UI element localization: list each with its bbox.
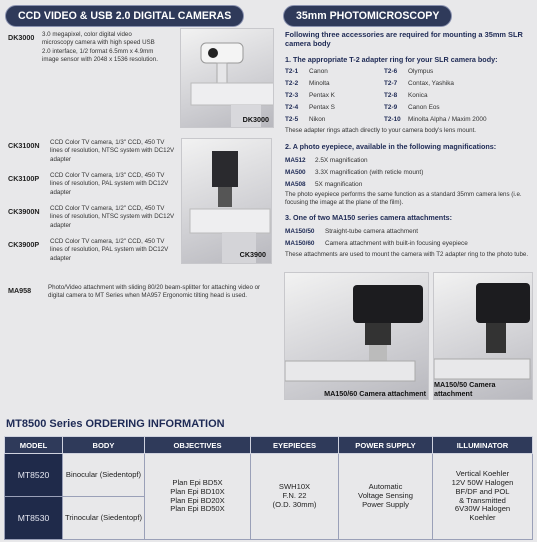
attachment-ma150-50: MA150/50 Straight-tube camera attachment [285, 228, 419, 235]
col-eyepieces: EYEPIECES [251, 437, 339, 454]
adapter-t2-10: T2-10 Minolta Alpha / Maxim 2000 [384, 116, 487, 123]
step1-heading: 1. The appropriate T-2 adapter ring for your SLR camera body: [285, 55, 498, 64]
adapter-t2-7: T2-7 Contax, Yashika [384, 80, 454, 87]
col-power-supply: POWER SUPPLY [339, 437, 433, 454]
adapter-t2-9: T2-9 Canon Eos [384, 104, 440, 111]
ma958-code: MA958 [8, 286, 32, 295]
ma150-60-caption: MA150/60 Camera attachment [324, 389, 426, 398]
ck3900p-description: CCD Color TV camera, 1/2" CCD, 450 TV lines of resolution, PAL system with DC12V adapter [50, 238, 169, 262]
adapter-t2-2: T2-2 Minolta [285, 80, 330, 87]
ck3900n-code: CK3900N [8, 207, 40, 216]
eyepieces-cell: SWH10X F.N. 22 (O.D. 30mm) [251, 454, 339, 540]
dk3000-camera-image [181, 29, 274, 128]
dk3000-photo [180, 28, 274, 128]
ck3100n-code: CK3100N [8, 141, 40, 150]
col-objectives: OBJECTIVES [145, 437, 251, 454]
ordering-title: MT8500 Series ORDERING INFORMATION [6, 418, 225, 430]
adapter-t2-5: T2-5 Nikon [285, 116, 326, 123]
attachment-ma150-60: MA150/60 Camera attachment with built-in focusing eyepiece [285, 240, 468, 247]
body-binocular: Binocular (Siedentopf) [63, 454, 145, 497]
ma150-50-caption: MA150/50 Camera attachment [434, 380, 496, 398]
dk3000-code: DK3000 [8, 33, 35, 42]
col-body: BODY [63, 437, 145, 454]
ma150-60-photo [284, 272, 429, 400]
model-mt8520: MT8520 [5, 454, 63, 497]
adapter-t2-6: T2-6 Olympus [384, 68, 434, 75]
ck3900-caption: CK3900 [239, 250, 266, 259]
ck3900-camera-image [182, 139, 272, 264]
ck3900p-code: CK3900P [8, 240, 40, 249]
ordering-table [4, 436, 533, 540]
illuminator-cell: Vertical Koehler 12V 50W Halogen BF/DF and POL & Transmitted 6V30W Halogen Koehler [433, 454, 533, 540]
photomicroscopy-intro: Following three accessories are required for mounting a 35mm SLR camera body [285, 30, 523, 48]
model-mt8530: MT8530 [5, 497, 63, 540]
eyepiece-ma512: MA512 2.5X magnification [285, 157, 368, 164]
photomicroscopy-header: 35mm PHOTOMICROSCOPY [283, 5, 452, 27]
eyepiece-ma500: MA500 3.3X magnification (with reticle mount) [285, 169, 424, 176]
dk3000-description: 3.0 megapixel, color digital video microscopy camera with high speed USB 2.0 interface, 1/2 format 6.5mm x 4.9mm image sensor with 2048 x 1536 resolution. [42, 31, 158, 63]
adapter-t2-8: T2-8 Konica [384, 92, 428, 99]
eyepiece-ma508: MA508 5X magnification [285, 181, 363, 188]
dk3000-caption: DK3000 [242, 115, 269, 124]
adapter-t2-3: T2-3 Pentax K [285, 92, 335, 99]
ck3100p-code: CK3100P [8, 174, 40, 183]
col-model: MODEL [5, 437, 63, 454]
step3-heading: 3. One of two MA150 series camera attachments: [285, 213, 452, 222]
ck3100p-description: CCD Color TV camera, 1/3" CCD, 450 TV lines of resolution, PAL system with DC12V adapter [50, 172, 169, 196]
adapter-note: These adapter rings attach directly to your camera body's lens mount. [285, 127, 477, 134]
power-supply-cell: Automatic Voltage Sensing Power Supply [339, 454, 433, 540]
ck3900n-description: CCD Color TV camera, 1/2" CCD, 450 TV lines of resolution, NTSC system with DC12V adapter [50, 205, 175, 229]
eyepiece-note: The photo eyepiece performs the same function as a standard 35mm camera lens (i.e. focusing the image at the plane of the film). [285, 191, 522, 207]
adapter-t2-1: T2-1 Canon [285, 68, 328, 75]
adapter-t2-4: T2-4 Pentax S [285, 104, 335, 111]
ccd-cameras-header: CCD VIDEO & USB 2.0 DIGITAL CAMERAS [5, 5, 244, 27]
attachment-note: These attachments are used to mount the camera with T2 adapter ring to the photo tube. [285, 251, 529, 258]
ck3900-photo [181, 138, 272, 264]
ma150-60-camera-image [285, 273, 429, 400]
ck3100n-description: CCD Color TV camera, 1/3" CCD, 450 TV lines of resolution, NTSC system with DC12V adapter [50, 139, 175, 163]
ma150-50-photo [433, 272, 533, 400]
body-trinocular: Trinocular (Siedentopf) [63, 497, 145, 540]
col-illuminator: ILLUMINATOR [433, 437, 533, 454]
ma958-description: Photo/Video attachment with sliding 80/20 beam-splitter for attaching video or digital camera to MT Series when MA957 Ergonomic tilting head is used. [48, 284, 261, 300]
step2-heading: 2. A photo eyepiece, available in the following magnifications: [285, 142, 497, 151]
objectives-cell: Plan Epi BD5X Plan Epi BD10X Plan Epi BD20X Plan Epi BD50X [145, 454, 251, 540]
